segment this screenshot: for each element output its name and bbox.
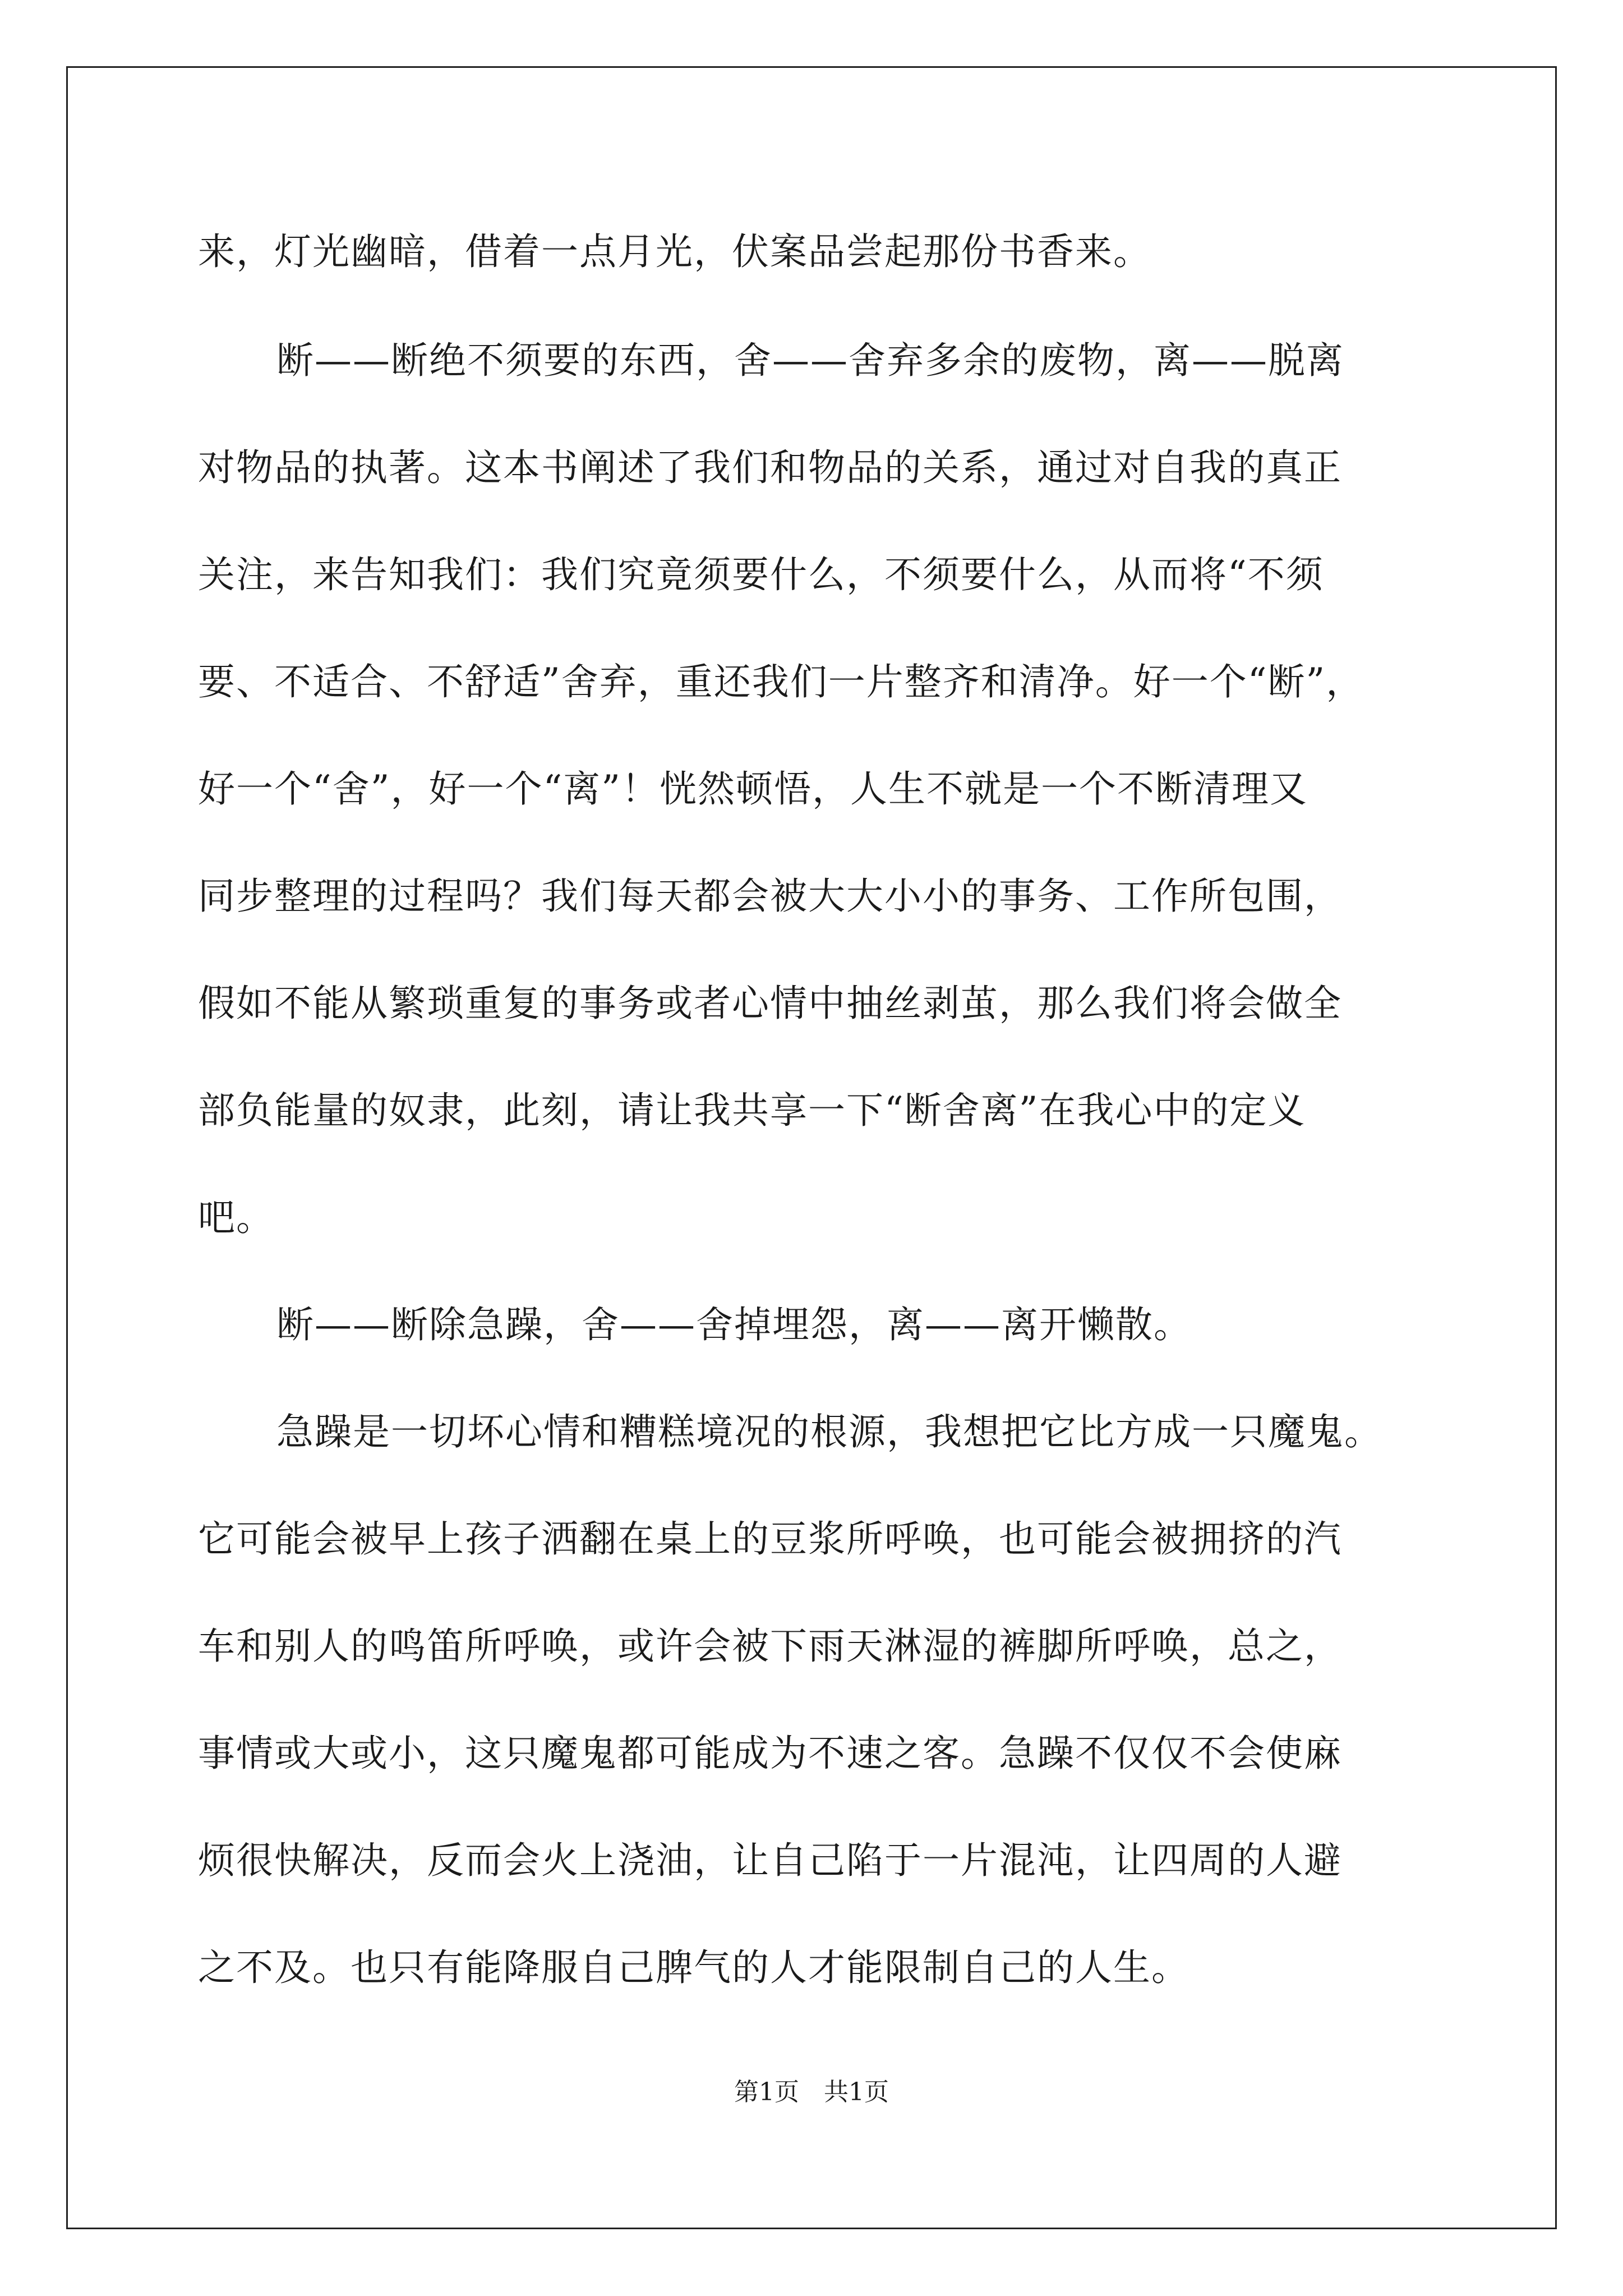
- text-line: 关注，来告知我们：我们究竟须要什么，不须要什么，从而将“不须: [198, 553, 1324, 596]
- text-line: 要、不适合、不舒适”舍弃，重还我们一片整齐和清净。好一个“断”，: [198, 660, 1364, 703]
- text-line: 车和别人的鸣笛所呼唤，或许会被下雨天淋湿的裤脚所呼唤，总之，: [198, 1625, 1342, 1668]
- text-line: 来，灯光幽暗，借着一点月光，伏案品尝起那份书香来。: [198, 230, 1151, 273]
- paragraph-first-line: 急躁是一切坏心情和糟糕境况的根源，我想把它比方成一只魔鬼。: [276, 1410, 1382, 1453]
- paragraph-first-line: 断——断除急躁，舍——舍掉埋怨，离——离开懒散。: [276, 1303, 1192, 1346]
- text-line: 部负能量的奴隶，此刻，请让我共享一下“断舍离”在我心中的定义: [198, 1089, 1306, 1132]
- text-line: 对物品的执著。这本书阐述了我们和物品的关系，通过对自我的真正: [198, 446, 1342, 489]
- text-line: 它可能会被早上孩子洒翻在桌上的豆浆所呼唤，也可能会被拥挤的汽: [198, 1517, 1342, 1561]
- text-line: 事情或大或小，这只魔鬼都可能成为不速之客。急躁不仅仅不会使麻: [198, 1732, 1342, 1775]
- page-frame: [66, 66, 1557, 2229]
- paragraph-first-line: 断——断绝不须要的东西，舍——舍弃多余的废物，离——脱离: [276, 339, 1344, 382]
- text-line: 假如不能从繁琐重复的事务或者心情中抽丝剥茧，那么我们将会做全: [198, 982, 1342, 1025]
- page-number-footer: 第1页 共1页: [734, 2078, 889, 2106]
- text-line: 好一个“舍”，好一个“离”！恍然顿悟，人生不就是一个不断清理又: [198, 767, 1308, 811]
- text-line: 之不及。也只有能降服自己脾气的人才能限制自己的人生。: [198, 1946, 1189, 1989]
- text-line: 烦很快解决，反而会火上浇油，让自己陷于一片混沌，让四周的人避: [198, 1839, 1342, 1882]
- text-line: 同步整理的过程吗？我们每天都会被大大小小的事务、工作所包围，: [198, 875, 1342, 918]
- text-line: 吧。: [198, 1196, 274, 1239]
